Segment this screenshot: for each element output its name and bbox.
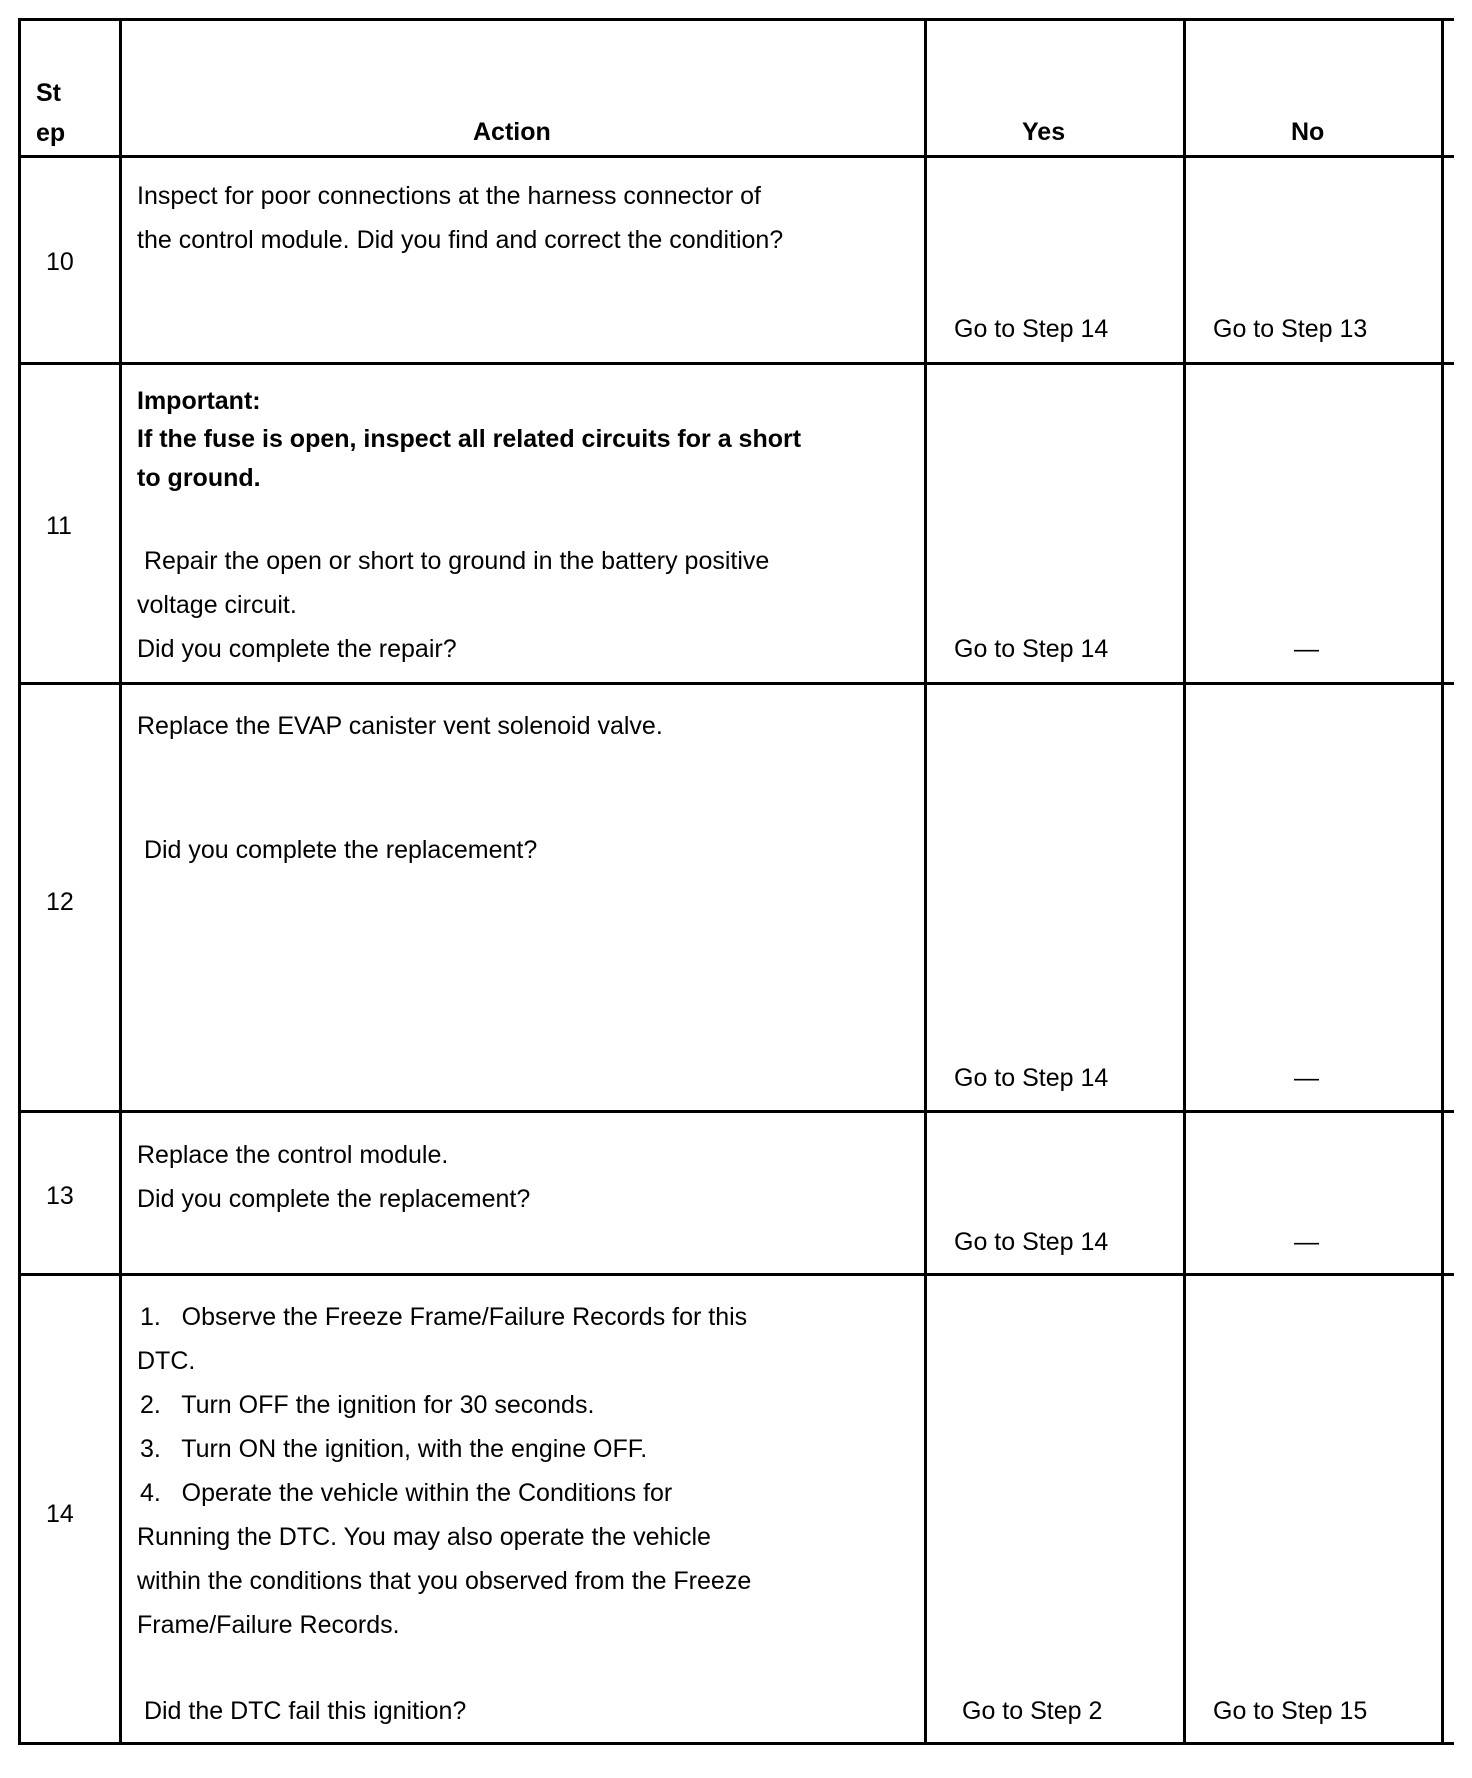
action-text: 1. Observe the Freeze Frame/Failure Records for this bbox=[140, 1303, 748, 1331]
important-text: to ground. bbox=[137, 464, 261, 492]
row-divider bbox=[18, 1110, 1454, 1113]
action-text: 4. Operate the vehicle within the Conditions for bbox=[140, 1479, 673, 1507]
header-no: No bbox=[1291, 118, 1325, 146]
yes-outcome: Go to Step 2 bbox=[962, 1697, 1103, 1725]
no-outcome: — bbox=[1294, 1064, 1319, 1092]
yes-outcome: Go to Step 14 bbox=[954, 315, 1109, 343]
action-text: within the conditions that you observed from the Freeze bbox=[137, 1567, 752, 1595]
action-text: Did the DTC fail this ignition? bbox=[137, 1697, 467, 1725]
header-step-line2: ep bbox=[36, 119, 66, 147]
action-text: Frame/Failure Records. bbox=[137, 1611, 400, 1639]
step-number: 14 bbox=[46, 1500, 74, 1528]
action-text: the control module. Did you find and correct the condition? bbox=[137, 226, 784, 254]
row-divider bbox=[18, 682, 1454, 685]
action-text: DTC. bbox=[137, 1347, 196, 1375]
step-number: 12 bbox=[46, 888, 74, 916]
column-divider bbox=[119, 18, 122, 1745]
step-number: 10 bbox=[46, 248, 74, 276]
no-outcome: — bbox=[1294, 635, 1319, 663]
action-text: Replace the control module. bbox=[137, 1141, 449, 1169]
no-outcome: Go to Step 15 bbox=[1213, 1697, 1368, 1725]
table-border-right bbox=[1441, 18, 1444, 1745]
column-divider bbox=[1183, 18, 1186, 1745]
no-outcome: Go to Step 13 bbox=[1213, 315, 1368, 343]
important-text: If the fuse is open, inspect all related circuits for a short bbox=[137, 425, 802, 453]
table-border-bottom bbox=[18, 1742, 1454, 1745]
action-text: Repair the open or short to ground in the battery positive bbox=[137, 547, 770, 575]
no-outcome: — bbox=[1294, 1228, 1319, 1256]
important-label: Important: bbox=[137, 387, 261, 415]
action-text: Did you complete the repair? bbox=[137, 635, 457, 663]
action-text: 3. Turn ON the ignition, with the engine OFF. bbox=[140, 1435, 648, 1463]
row-divider bbox=[18, 362, 1454, 365]
action-text: Running the DTC. You may also operate the vehicle bbox=[137, 1523, 711, 1551]
action-text: Inspect for poor connections at the harness connector of bbox=[137, 182, 761, 210]
step-number: 13 bbox=[46, 1182, 74, 1210]
action-text: Did you complete the replacement? bbox=[137, 1185, 531, 1213]
header-divider bbox=[18, 155, 1454, 158]
row-divider bbox=[18, 1273, 1454, 1276]
header-action: Action bbox=[473, 118, 551, 146]
action-text: Replace the EVAP canister vent solenoid valve. bbox=[137, 712, 663, 740]
step-number: 11 bbox=[46, 512, 72, 540]
action-text: voltage circuit. bbox=[137, 591, 297, 619]
header-step-line1: St bbox=[36, 79, 61, 107]
header-yes: Yes bbox=[1022, 118, 1066, 146]
table-border-left bbox=[18, 18, 21, 1745]
yes-outcome: Go to Step 14 bbox=[954, 1228, 1109, 1256]
column-divider bbox=[924, 18, 927, 1745]
action-text: Did you complete the replacement? bbox=[137, 836, 538, 864]
table-border-top bbox=[18, 18, 1454, 21]
yes-outcome: Go to Step 14 bbox=[954, 1064, 1109, 1092]
action-text: 2. Turn OFF the ignition for 30 seconds. bbox=[140, 1391, 595, 1419]
yes-outcome: Go to Step 14 bbox=[954, 635, 1109, 663]
